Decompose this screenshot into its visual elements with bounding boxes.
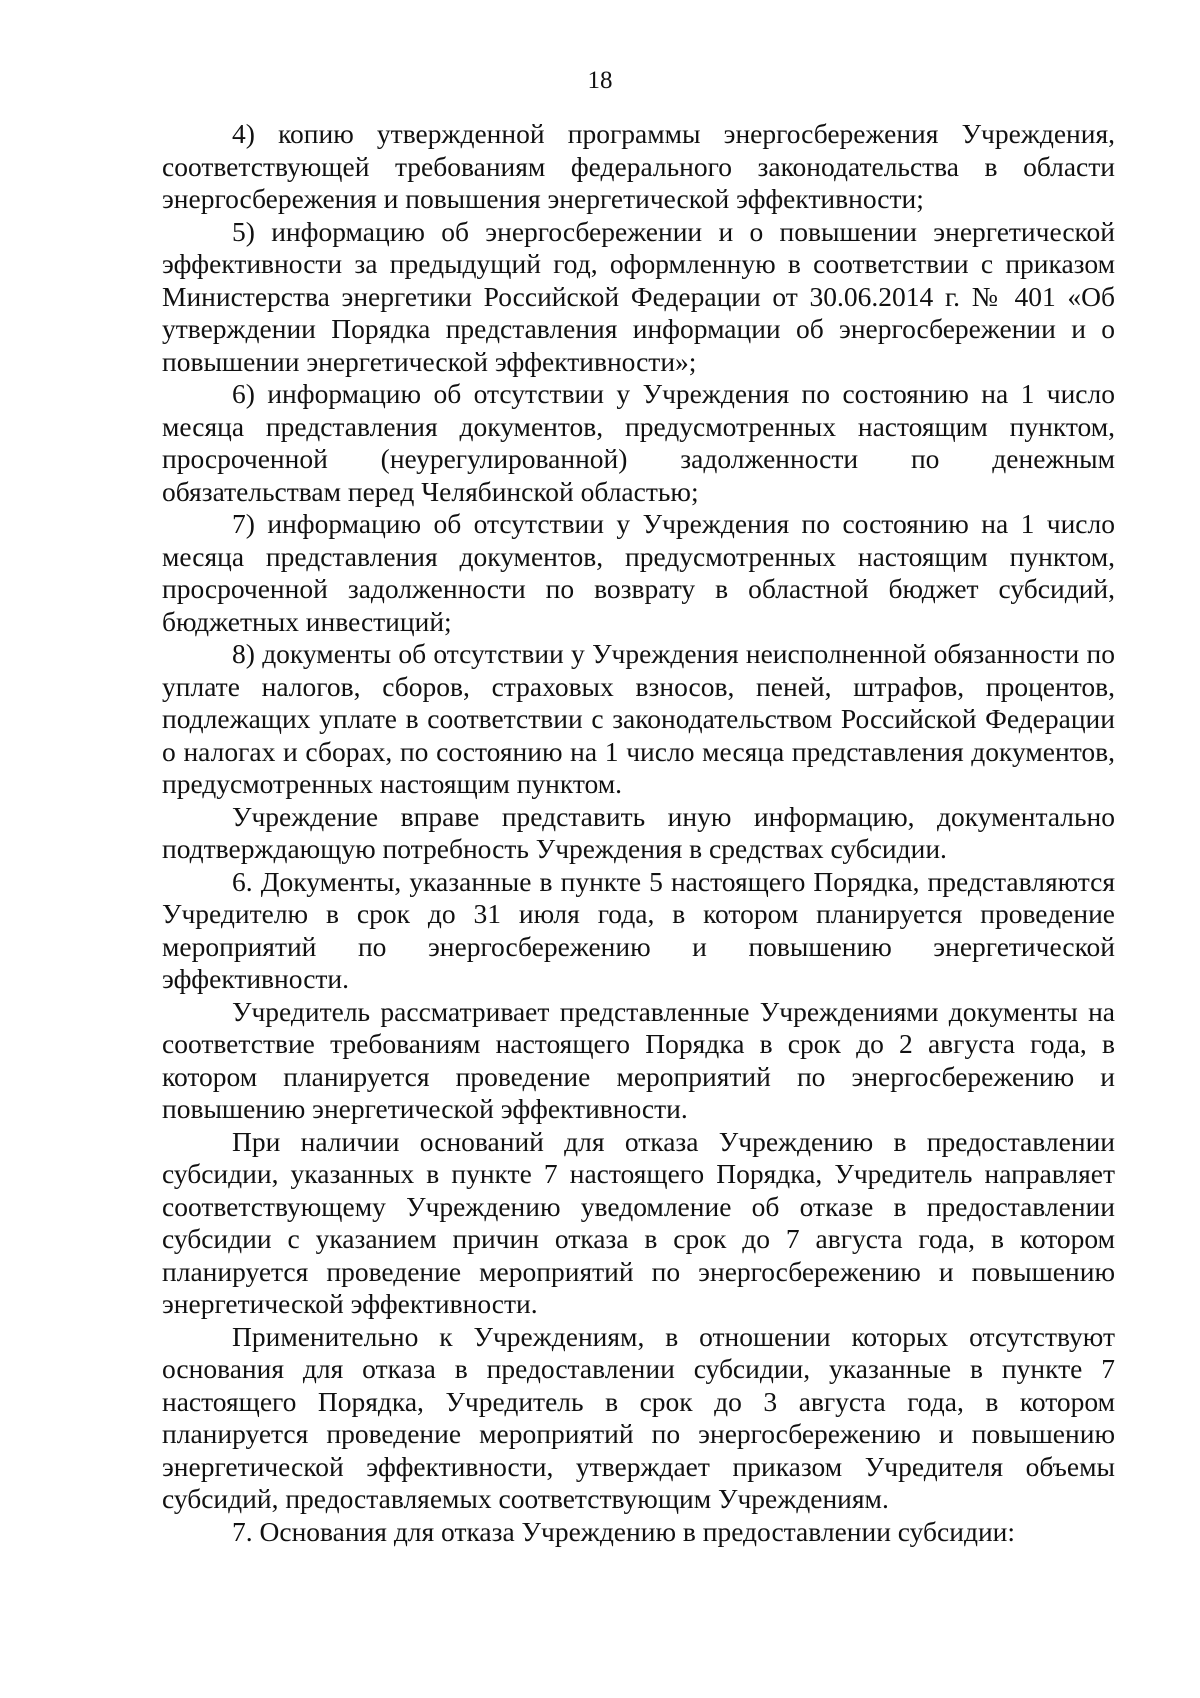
paragraph-additional-info: Учреждение вправе представить иную информацию, документально подтверждающую потребность Учреждения в средствах субсидии. bbox=[162, 800, 1115, 864]
page-number: 18 bbox=[587, 67, 613, 94]
document-body bbox=[162, 118, 1115, 1548]
paragraph-subsidy-approval: Применительно к Учреждениям, в отношении которых отсутствуют основания для отказа в предоставлении субсидии, указанные в пункте 7 настоящего Порядка, Учредитель в срок до 3 августа года, в котором планируется проведение мероприятий по энергосбережению и повышению энергетической эффективности, утверждает приказом Учредителя объемы субсидий, предоставляемых соответствующим Учреждениям. bbox=[162, 1320, 1115, 1514]
paragraph-section-7: 7. Основания для отказа Учреждению в предоставлении субсидии: bbox=[232, 1515, 1016, 1547]
paragraph-item-8: 8) документы об отсутствии у Учреждения неисполненной обязанности по уплате налогов, сборов, страховых взносов, пеней, штрафов, процентов, подлежащих уплате в соответствии с законодательством Российской Федерации о налогах и сборах, по состоянию на 1 число месяца представления документов, предусмотренных настоящим пунктом. bbox=[162, 638, 1115, 799]
paragraph-item-4: 4) копию утвержденной программы энергосбережения Учреждения, соответствующей требованиям федерального законодательства в области энергосбережения и повышения энергетической эффективности; bbox=[162, 118, 1115, 214]
paragraph-item-6: 6) информацию об отсутствии у Учреждения по состоянию на 1 число месяца представления документов, предусмотренных настоящим пунктом, просроченной (неурегулированной) задолженности по денежным обязательствам перед Челябинской областью; bbox=[162, 378, 1115, 507]
paragraph-section-6: 6. Документы, указанные в пункте 5 настоящего Порядка, представляются Учредителю в срок до 31 июля года, в котором планируется проведение мероприятий по энергосбережению и повышению энергетической эффективности. bbox=[162, 865, 1115, 994]
paragraph-review-deadline: Учредитель рассматривает представленные Учреждениями документы на соответствие требованиям настоящего Порядка в срок до 2 августа года, в котором планируется проведение мероприятий по энергосбережению и повышению энергетической эффективности. bbox=[162, 995, 1115, 1124]
paragraph-refusal-notice: При наличии оснований для отказа Учреждению в предоставлении субсидии, указанных в пункте 7 настоящего Порядка, Учредитель направляет соответствующему Учреждению уведомление об отказе в предоставлении субсидии с указанием причин отказа в срок до 7 августа года, в котором планируется проведение мероприятий по энергосбережению и повышению энергетической эффективности. bbox=[162, 1125, 1115, 1319]
paragraph-item-5: 5) информацию об энергосбережении и о повышении энергетической эффективности за предыдущий год, оформленную в соответствии с приказом Министерства энергетики Российской Федерации от 30.06.2014 г. № 401 «Об утверждении Порядка представления информации об энергосбережении и о повышении энергетической эффективности»; bbox=[162, 215, 1115, 377]
paragraph-item-7: 7) информацию об отсутствии у Учреждения по состоянию на 1 число месяца представления документов, предусмотренных настоящим пунктом, просроченной задолженности по возврату в областной бюджет субсидий, бюджетных инвестиций; bbox=[162, 508, 1115, 637]
